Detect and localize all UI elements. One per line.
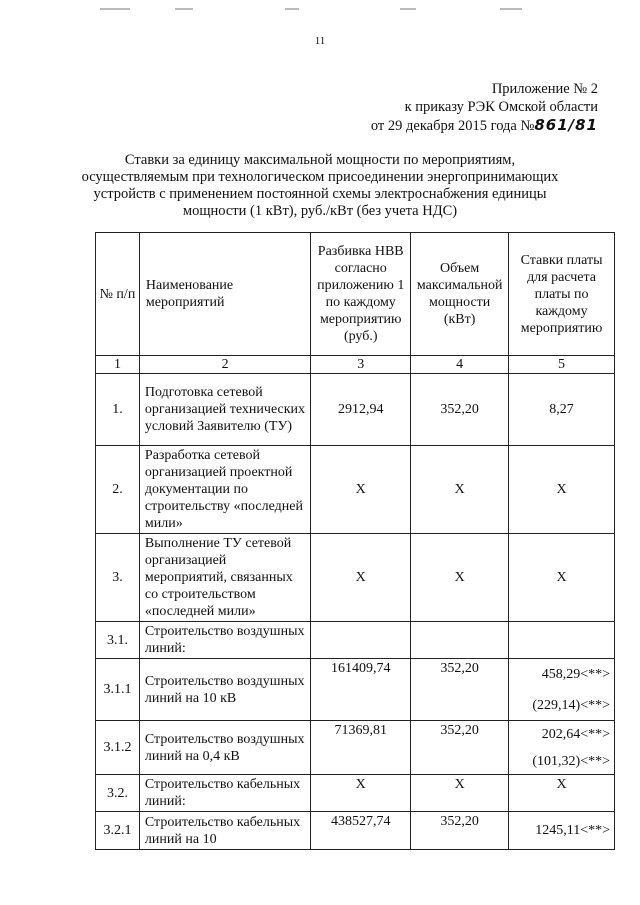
scan-artifact xyxy=(400,8,416,10)
row-number: 3.1.2 xyxy=(96,721,140,775)
table-row xyxy=(96,659,615,721)
row-nvv: Х xyxy=(311,775,411,812)
row-nvv xyxy=(311,622,411,659)
appendix-date xyxy=(371,116,598,135)
row-nvv: 71369,81 xyxy=(311,721,411,775)
row-number: 3.1. xyxy=(96,622,140,659)
table-row xyxy=(96,374,615,446)
row-capacity: 352,20 xyxy=(411,721,509,775)
column-index: 3 xyxy=(311,356,411,374)
row-capacity: Х xyxy=(411,446,509,534)
table-header-row xyxy=(96,233,615,356)
page-number: 11 xyxy=(314,35,326,47)
column-index: 1 xyxy=(96,356,140,374)
appendix-order: к приказу РЭК Омской области xyxy=(404,99,598,115)
row-capacity: 352,20 xyxy=(411,812,509,850)
row-nvv: Х xyxy=(311,534,411,622)
rate-value: 202,64<**> xyxy=(541,726,610,742)
rate-value: 458,29<**> xyxy=(541,666,610,682)
row-name: Строительство воздушных линий на 0,4 кВ xyxy=(139,721,310,775)
appendix-reference xyxy=(371,80,598,135)
header-name: Наименование мероприятий xyxy=(139,233,310,356)
row-nvv: 2912,94 xyxy=(311,374,411,446)
row-capacity: 352,20 xyxy=(411,659,509,721)
scan-artifact xyxy=(100,8,130,10)
row-number: 2. xyxy=(96,446,140,534)
row-number: 1. xyxy=(96,374,140,446)
table-row xyxy=(96,622,615,659)
rates-table xyxy=(95,232,615,850)
header-nvv: Разбивка НВВ согласно приложению 1 по каждому мероприятию (руб.) xyxy=(311,233,411,356)
table-row xyxy=(96,446,615,534)
row-name: Строительство кабельных линий на 10 xyxy=(139,812,310,850)
row-capacity: 352,20 xyxy=(411,374,509,446)
scan-artifact xyxy=(175,8,193,10)
appendix-date-text: от 29 декабря 2015 года № xyxy=(370,118,535,134)
table-row xyxy=(96,775,615,812)
row-capacity xyxy=(411,622,509,659)
row-name: Строительство воздушных линий: xyxy=(139,622,310,659)
rate-value-alt: (229,14)<**> xyxy=(532,697,610,713)
rate-value-alt: (101,32)<**> xyxy=(532,753,610,769)
row-number: 3.2. xyxy=(96,775,140,812)
header-rate: Ставки платы для расчета платы по каждому мероприятию xyxy=(509,233,615,356)
row-rate xyxy=(509,659,615,721)
row-rate: Х xyxy=(509,446,615,534)
row-rate xyxy=(509,721,615,775)
table-row xyxy=(96,534,615,622)
row-rate: Х xyxy=(509,775,615,812)
row-name: Строительство кабельных линий: xyxy=(139,775,310,812)
row-rate: Х xyxy=(509,534,615,622)
column-index: 4 xyxy=(411,356,509,374)
appendix-title: Приложение № 2 xyxy=(491,81,598,97)
row-nvv: 438527,74 xyxy=(311,812,411,850)
row-name: Разработка сетевой организацией проектной документации по строительству «последней мили» xyxy=(139,446,310,534)
row-capacity: Х xyxy=(411,534,509,622)
column-index: 5 xyxy=(509,356,615,374)
header-capacity: Объем максимальной мощности (кВт) xyxy=(411,233,509,356)
handwritten-order-number: 861/81 xyxy=(534,116,598,134)
row-rate xyxy=(509,622,615,659)
row-nvv: 161409,74 xyxy=(311,659,411,721)
document-heading: Ставки за единицу максимальной мощности по мероприятиям, осуществляемым при технологическом присоединении энергопринимающих устройств с применением постоянной схемы электроснабжения единицы мощности (1 кВт), руб./кВт (без учета НДС) xyxy=(81,152,559,219)
row-name: Выполнение ТУ сетевой организацией мероприятий, связанных со строительством «последней мили» xyxy=(139,534,310,622)
row-capacity: Х xyxy=(411,775,509,812)
row-rate: 8,27 xyxy=(509,374,615,446)
row-name: Подготовка сетевой организацией технических условий Заявителю (ТУ) xyxy=(139,374,310,446)
column-index: 2 xyxy=(139,356,310,374)
column-index-row xyxy=(96,356,615,374)
scan-artifact xyxy=(500,8,522,10)
scan-artifact xyxy=(285,8,299,10)
row-rate: 1245,11<**> xyxy=(509,812,615,850)
row-number: 3.1.1 xyxy=(96,659,140,721)
header-num: № п/п xyxy=(96,233,140,356)
table-row xyxy=(96,812,615,850)
table-row xyxy=(96,721,615,775)
row-number: 3.2.1 xyxy=(96,812,140,850)
row-nvv: Х xyxy=(311,446,411,534)
row-name: Строительство воздушных линий на 10 кВ xyxy=(139,659,310,721)
row-number: 3. xyxy=(96,534,140,622)
